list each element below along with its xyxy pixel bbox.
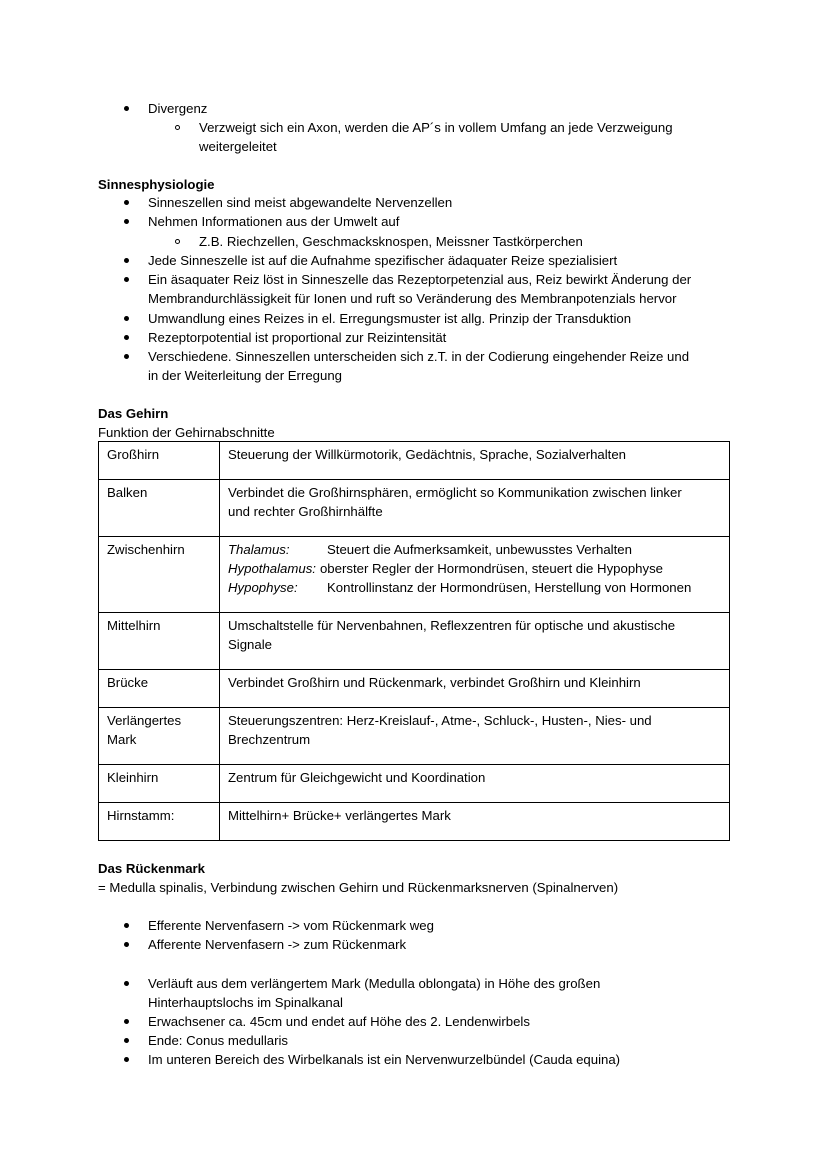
term-label: Thalamus: <box>228 542 290 557</box>
bullet-icon <box>124 258 129 263</box>
table-cell-name <box>99 708 220 765</box>
bullet-icon <box>124 335 129 340</box>
bullet-icon <box>124 1057 129 1062</box>
list-item: Rezeptorpotential ist proportional zur Reizintensität <box>148 330 447 345</box>
desc-line: Verbindet die Großhirnsphären, ermöglicht so Kommunikation zwischen linker <box>228 485 682 500</box>
table-cell-name: Zwischenhirn <box>99 537 220 613</box>
desc-line: Steuerungszentren: Herz-Kreislauf-, Atme-, Schluck-, Husten-, Nies- und <box>228 713 652 728</box>
sub-list-item: Z.B. Riechzellen, Geschmacksknospen, Meissner Tastkörperchen <box>199 234 583 249</box>
table-cell-name: Mittelhirn <box>99 613 220 670</box>
term-text: Kontrollinstanz der Hormondrüsen, Herstellung von Hormonen <box>327 580 692 595</box>
table-cell-desc: Verbindet Großhirn und Rückenmark, verbindet Großhirn und Kleinhirn <box>220 670 730 708</box>
list-item: Sinneszellen sind meist abgewandelte Nervenzellen <box>148 195 453 210</box>
list-item: Ende: Conus medullaris <box>148 1033 289 1048</box>
bullet-icon <box>124 277 129 282</box>
list-item: Efferente Nervenfasern -> vom Rückenmark weg <box>148 918 434 933</box>
list-item-cont: Membrandurchlässigkeit für Ionen und ruft so Veränderung des Membranpotenzials hervor <box>148 291 677 306</box>
list-item: Im unteren Bereich des Wirbelkanals ist ein Nervenwurzelbündel (Cauda equina) <box>148 1052 621 1067</box>
table-row <box>99 442 730 480</box>
list-item: Erwachsener ca. 45cm und endet auf Höhe des 2. Lendenwirbels <box>148 1014 530 1029</box>
desc-line: Signale <box>228 637 272 652</box>
bullet-icon <box>124 316 129 321</box>
desc-line: und rechter Großhirnhälfte <box>228 504 383 519</box>
table-row <box>99 765 730 803</box>
list-item: Divergenz <box>148 101 208 116</box>
list-item-cont: in der Weiterleitung der Erregung <box>148 368 343 383</box>
table-cell-desc: Zentrum für Gleichgewicht und Koordination <box>220 765 730 803</box>
bullet-icon <box>124 219 129 224</box>
table-cell-name: Hirnstamm: <box>99 803 220 841</box>
section-heading: Das Rückenmark <box>98 861 206 876</box>
bullet-icon <box>124 1038 129 1043</box>
table-cell-name: Balken <box>99 480 220 537</box>
table-cell-desc: Steuerung der Willkürmotorik, Gedächtnis, Sprache, Sozialverhalten <box>220 442 730 480</box>
sub-list-item: Verzweigt sich ein Axon, werden die AP´s in vollem Umfang an jede Verzweigung <box>199 120 673 135</box>
brain-table <box>98 441 730 841</box>
section-intro: = Medulla spinalis, Verbindung zwischen Gehirn und Rückenmarksnerven (Spinalnerven) <box>98 880 619 895</box>
bullet-icon <box>124 1019 129 1024</box>
list-item: Umwandlung eines Reizes in el. Erregungsmuster ist allg. Prinzip der Transduktion <box>148 311 632 326</box>
table-row <box>99 613 730 670</box>
bullet-icon <box>124 923 129 928</box>
table-cell-desc: Mittelhirn+ Brücke+ verlängertes Mark <box>220 803 730 841</box>
bullet-icon <box>124 200 129 205</box>
list-item: Jede Sinneszelle ist auf die Aufnahme spezifischer ädaquater Reize spezialisiert <box>148 253 618 268</box>
table-row <box>99 708 730 765</box>
table-cell-name: Brücke <box>99 670 220 708</box>
list-item: Ein äsaquater Reiz löst in Sinneszelle das Rezeptorpetenzial aus, Reiz bewirkt Änderung der <box>148 272 692 287</box>
term-label: Hypothalamus: <box>228 561 316 576</box>
table-cell-desc <box>220 537 730 613</box>
desc-line: Umschaltstelle für Nervenbahnen, Reflexzentren für optische und akustische <box>228 618 676 633</box>
table-cell-name: Großhirn <box>99 442 220 480</box>
bullet-icon <box>124 106 129 111</box>
sub-bullet-icon <box>175 125 180 130</box>
desc-line <box>228 578 721 597</box>
sub-bullet-icon <box>175 239 180 244</box>
list-item: Verläuft aus dem verlängertem Mark (Medulla oblongata) in Höhe des großen <box>148 976 601 991</box>
section-subheading: Funktion der Gehirnabschnitte <box>98 425 275 440</box>
list-item: Verschiedene. Sinneszellen unterscheiden sich z.T. in der Codierung eingehender Reize und <box>148 349 690 364</box>
table-cell-desc <box>220 613 730 670</box>
name-line: Verlängertes <box>107 713 182 728</box>
term-text: oberster Regler der Hormondrüsen, steuert die Hypophyse <box>319 561 664 576</box>
table-cell-desc <box>220 480 730 537</box>
table-row <box>99 537 730 613</box>
section-heading: Sinnesphysiologie <box>98 177 215 192</box>
list-item-cont: Hinterhauptslochs im Spinalkanal <box>148 995 343 1010</box>
table-cell-desc <box>220 708 730 765</box>
bullet-icon <box>124 942 129 947</box>
table-row <box>99 803 730 841</box>
desc-line <box>228 540 721 559</box>
term-label: Hypophyse: <box>228 580 298 595</box>
bullet-icon <box>124 354 129 359</box>
name-line: Mark <box>107 732 137 747</box>
term-text: Steuert die Aufmerksamkeit, unbewusstes Verhalten <box>327 542 632 557</box>
table-row <box>99 670 730 708</box>
section-heading: Das Gehirn <box>98 406 169 421</box>
sub-list-item-cont: weitergeleitet <box>199 139 277 154</box>
list-item: Afferente Nervenfasern -> zum Rückenmark <box>148 937 407 952</box>
table-cell-name: Kleinhirn <box>99 765 220 803</box>
desc-line <box>228 559 721 578</box>
list-item: Nehmen Informationen aus der Umwelt auf <box>148 214 400 229</box>
table-row <box>99 480 730 537</box>
desc-line: Brechzentrum <box>228 732 311 747</box>
bullet-icon <box>124 981 129 986</box>
